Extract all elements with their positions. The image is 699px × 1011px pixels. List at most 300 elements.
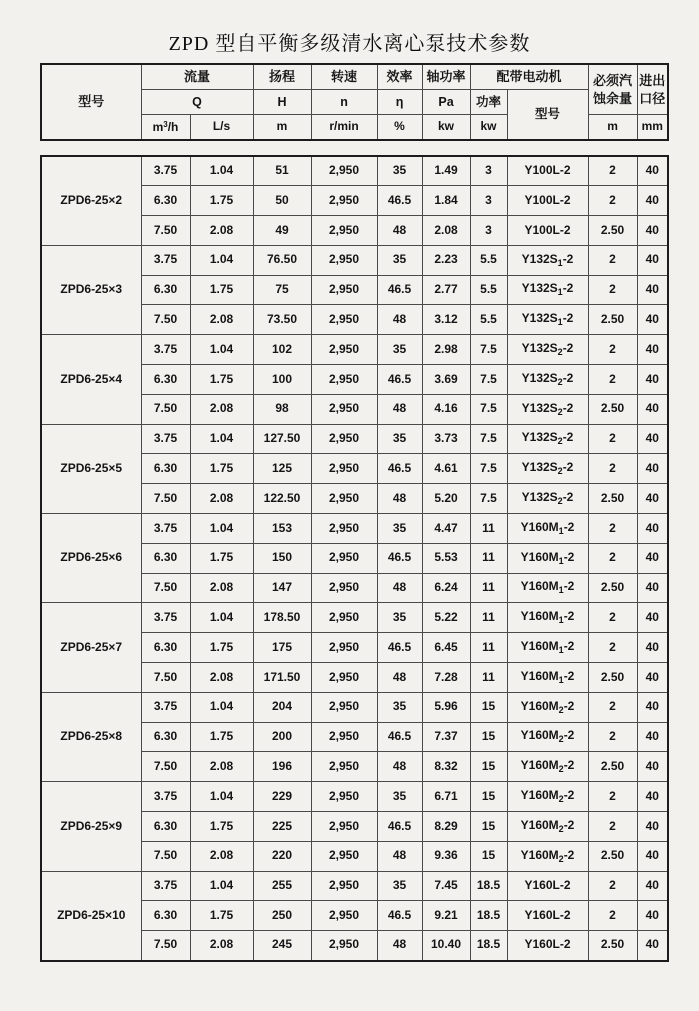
shaft-power-cell: 10.40 — [422, 931, 470, 961]
motor-power-cell: 5.5 — [470, 275, 507, 305]
flow-m3h-cell: 3.75 — [141, 335, 190, 365]
motor-power-cell: 11 — [470, 573, 507, 603]
header-unit-m3h: $m^3/h$ — [141, 115, 190, 141]
speed-cell: 2,950 — [311, 454, 377, 484]
parameters-header-table — [40, 63, 669, 141]
port-diameter-cell: 40 — [637, 931, 668, 961]
motor-model-cell: Y160L-2 — [507, 931, 588, 961]
npsh-cell: 2.50 — [588, 663, 637, 693]
header-shaft-symbol: Pa — [422, 90, 470, 115]
flow-ls-cell: 1.04 — [190, 156, 253, 186]
pump-model-cell: ZPD6-25×3 — [41, 245, 141, 334]
flow-ls-cell: 1.04 — [190, 424, 253, 454]
flow-ls-cell: 2.08 — [190, 573, 253, 603]
table-row — [41, 871, 668, 901]
motor-power-cell: 15 — [470, 841, 507, 871]
port-diameter-cell: 40 — [637, 454, 668, 484]
motor-power-cell: 15 — [470, 812, 507, 842]
efficiency-cell: 46.5 — [377, 454, 422, 484]
flow-m3h-cell: 3.75 — [141, 156, 190, 186]
table-row — [41, 692, 668, 722]
npsh-cell: 2 — [588, 543, 637, 573]
npsh-cell: 2 — [588, 275, 637, 305]
speed-cell: 2,950 — [311, 394, 377, 424]
speed-cell: 2,950 — [311, 514, 377, 544]
npsh-cell: 2 — [588, 514, 637, 544]
flow-ls-cell: 1.75 — [190, 275, 253, 305]
flow-m3h-cell: 3.75 — [141, 692, 190, 722]
port-diameter-cell: 40 — [637, 812, 668, 842]
shaft-power-cell: 2.08 — [422, 216, 470, 246]
flow-m3h-cell: 6.30 — [141, 543, 190, 573]
port-diameter-cell: 40 — [637, 275, 668, 305]
head-cell: 50 — [253, 186, 311, 216]
speed-cell: 2,950 — [311, 931, 377, 961]
header-unit-m: m — [253, 115, 311, 141]
port-diameter-cell: 40 — [637, 216, 668, 246]
npsh-cell: 2.50 — [588, 394, 637, 424]
motor-power-cell: 7.5 — [470, 365, 507, 395]
npsh-cell: 2 — [588, 633, 637, 663]
motor-power-cell: 11 — [470, 514, 507, 544]
npsh-cell: 2 — [588, 335, 637, 365]
header-efficiency: 效率 — [377, 64, 422, 90]
shaft-power-cell: 4.61 — [422, 454, 470, 484]
flow-ls-cell: 2.08 — [190, 305, 253, 335]
npsh-cell: 2 — [588, 603, 637, 633]
efficiency-cell: 35 — [377, 424, 422, 454]
motor-model-cell: $Y132S_2-2$ — [507, 424, 588, 454]
motor-power-cell: 18.5 — [470, 931, 507, 961]
head-cell: 255 — [253, 871, 311, 901]
head-cell: 225 — [253, 812, 311, 842]
pump-model-cell: ZPD6-25×8 — [41, 692, 141, 781]
efficiency-cell: 46.5 — [377, 812, 422, 842]
speed-cell: 2,950 — [311, 186, 377, 216]
head-cell: 98 — [253, 394, 311, 424]
npsh-cell: 2 — [588, 365, 637, 395]
port-diameter-cell: 40 — [637, 186, 668, 216]
efficiency-cell: 46.5 — [377, 275, 422, 305]
motor-power-cell: 7.5 — [470, 454, 507, 484]
port-diameter-cell: 40 — [637, 692, 668, 722]
npsh-cell: 2 — [588, 186, 637, 216]
head-cell: 122.50 — [253, 484, 311, 514]
page-title: ZPD 型自平衡多级清水离心泵技术参数 — [168, 33, 531, 55]
motor-model-cell: $Y160M_1-2$ — [507, 603, 588, 633]
motor-power-cell: 5.5 — [470, 245, 507, 275]
speed-cell: 2,950 — [311, 216, 377, 246]
efficiency-cell: 35 — [377, 335, 422, 365]
header-unit-rpm: r/min — [311, 115, 377, 141]
flow-m3h-cell: 6.30 — [141, 454, 190, 484]
port-diameter-cell: 40 — [637, 782, 668, 812]
motor-model-cell: $Y132S_2-2$ — [507, 454, 588, 484]
npsh-cell: 2.50 — [588, 573, 637, 603]
flow-ls-cell: 2.08 — [190, 841, 253, 871]
flow-m3h-cell: 7.50 — [141, 663, 190, 693]
npsh-cell: 2 — [588, 454, 637, 484]
header-shaft-power: 轴功率 — [422, 64, 470, 90]
npsh-cell: 2 — [588, 245, 637, 275]
pump-model-cell: ZPD6-25×10 — [41, 871, 141, 960]
shaft-power-cell: 3.69 — [422, 365, 470, 395]
head-cell: 250 — [253, 901, 311, 931]
motor-model-cell: Y160L-2 — [507, 901, 588, 931]
flow-m3h-cell: 7.50 — [141, 752, 190, 782]
head-cell: 150 — [253, 543, 311, 573]
head-cell: 125 — [253, 454, 311, 484]
table-row — [41, 335, 668, 365]
motor-power-cell: 7.5 — [470, 484, 507, 514]
efficiency-cell: 48 — [377, 752, 422, 782]
port-diameter-cell: 40 — [637, 484, 668, 514]
speed-cell: 2,950 — [311, 692, 377, 722]
header-speed-symbol: n — [311, 90, 377, 115]
npsh-cell: 2 — [588, 722, 637, 752]
shaft-power-cell: 1.49 — [422, 156, 470, 186]
flow-m3h-cell: 7.50 — [141, 484, 190, 514]
flow-ls-cell: 1.04 — [190, 245, 253, 275]
header-motor: 配带电动机 — [470, 64, 588, 90]
head-cell: 196 — [253, 752, 311, 782]
pump-model-cell: ZPD6-25×7 — [41, 603, 141, 692]
header-speed: 转速 — [311, 64, 377, 90]
header-row-labels — [41, 64, 668, 90]
head-cell: 127.50 — [253, 424, 311, 454]
speed-cell: 2,950 — [311, 573, 377, 603]
motor-power-cell: 15 — [470, 692, 507, 722]
head-cell: 229 — [253, 782, 311, 812]
motor-model-cell: Y100L-2 — [507, 186, 588, 216]
npsh-cell: 2 — [588, 871, 637, 901]
pump-model-cell: ZPD6-25×2 — [41, 156, 141, 245]
head-cell: 102 — [253, 335, 311, 365]
flow-m3h-cell: 3.75 — [141, 245, 190, 275]
table-row — [41, 603, 668, 633]
table-row — [41, 245, 668, 275]
flow-m3h-cell: 7.50 — [141, 305, 190, 335]
motor-power-cell: 3 — [470, 156, 507, 186]
motor-model-cell: $Y160M_2-2$ — [507, 722, 588, 752]
head-cell: 49 — [253, 216, 311, 246]
pump-model-cell: ZPD6-25×9 — [41, 782, 141, 871]
shaft-power-cell: 5.22 — [422, 603, 470, 633]
flow-ls-cell: 1.04 — [190, 603, 253, 633]
motor-model-cell: $Y132S_2-2$ — [507, 335, 588, 365]
head-cell: 76.50 — [253, 245, 311, 275]
port-diameter-cell: 40 — [637, 752, 668, 782]
pump-model-cell: ZPD6-25×6 — [41, 514, 141, 603]
motor-model-cell: $Y160M_1-2$ — [507, 543, 588, 573]
speed-cell: 2,950 — [311, 752, 377, 782]
flow-m3h-cell: 6.30 — [141, 186, 190, 216]
motor-model-cell: $Y160M_2-2$ — [507, 812, 588, 842]
header-unit-mm: mm — [637, 115, 668, 141]
shaft-power-cell: 2.77 — [422, 275, 470, 305]
head-cell: 204 — [253, 692, 311, 722]
motor-model-cell: $Y132S_1-2$ — [507, 245, 588, 275]
flow-m3h-cell: 7.50 — [141, 394, 190, 424]
motor-model-cell: $Y160M_1-2$ — [507, 514, 588, 544]
flow-ls-cell: 1.75 — [190, 812, 253, 842]
speed-cell: 2,950 — [311, 603, 377, 633]
speed-cell: 2,950 — [311, 245, 377, 275]
header-unit-percent: % — [377, 115, 422, 141]
port-diameter-cell: 40 — [637, 633, 668, 663]
pump-model-cell: ZPD6-25×5 — [41, 424, 141, 513]
port-diameter-cell: 40 — [637, 394, 668, 424]
header-port-line2: 口径 — [639, 90, 666, 106]
flow-m3h-cell: 7.50 — [141, 841, 190, 871]
speed-cell: 2,950 — [311, 484, 377, 514]
speed-cell: 2,950 — [311, 901, 377, 931]
head-cell: 75 — [253, 275, 311, 305]
motor-power-cell: 7.5 — [470, 335, 507, 365]
port-diameter-cell: 40 — [637, 871, 668, 901]
efficiency-cell: 35 — [377, 692, 422, 722]
speed-cell: 2,950 — [311, 871, 377, 901]
motor-model-cell: $Y132S_1-2$ — [507, 305, 588, 335]
shaft-power-cell: 7.28 — [422, 663, 470, 693]
flow-ls-cell: 1.75 — [190, 454, 253, 484]
flow-ls-cell: 2.08 — [190, 663, 253, 693]
pump-table-body — [41, 156, 668, 961]
head-cell: 100 — [253, 365, 311, 395]
speed-cell: 2,950 — [311, 335, 377, 365]
npsh-cell: 2.50 — [588, 931, 637, 961]
flow-ls-cell: 1.04 — [190, 514, 253, 544]
flow-ls-cell: 1.75 — [190, 186, 253, 216]
flow-ls-cell: 2.08 — [190, 752, 253, 782]
header-unit-ls: L/s — [190, 115, 253, 141]
flow-ls-cell: 1.04 — [190, 692, 253, 722]
head-cell: 220 — [253, 841, 311, 871]
head-cell: 245 — [253, 931, 311, 961]
head-cell: 73.50 — [253, 305, 311, 335]
flow-m3h-cell: 3.75 — [141, 871, 190, 901]
table-row — [41, 424, 668, 454]
shaft-power-cell: 9.36 — [422, 841, 470, 871]
head-cell: 147 — [253, 573, 311, 603]
table-container — [40, 63, 667, 962]
motor-model-cell: $Y132S_2-2$ — [507, 365, 588, 395]
header-flow-symbol: Q — [141, 90, 253, 115]
head-cell: 200 — [253, 722, 311, 752]
header-motor-power: 功率 — [470, 90, 507, 115]
shaft-power-cell: 8.29 — [422, 812, 470, 842]
efficiency-cell: 46.5 — [377, 901, 422, 931]
efficiency-cell: 35 — [377, 871, 422, 901]
table-row — [41, 156, 668, 186]
port-diameter-cell: 40 — [637, 603, 668, 633]
motor-model-cell: $Y160M_2-2$ — [507, 841, 588, 871]
motor-power-cell: 11 — [470, 603, 507, 633]
npsh-cell: 2.50 — [588, 216, 637, 246]
header-npsh — [588, 64, 637, 115]
parameters-body-table — [40, 155, 669, 962]
header-flow: 流量 — [141, 64, 253, 90]
motor-power-cell: 18.5 — [470, 901, 507, 931]
table-row — [41, 782, 668, 812]
motor-model-cell: $Y132S_2-2$ — [507, 394, 588, 424]
efficiency-cell: 46.5 — [377, 722, 422, 752]
motor-power-cell: 15 — [470, 752, 507, 782]
port-diameter-cell: 40 — [637, 663, 668, 693]
efficiency-cell: 48 — [377, 573, 422, 603]
speed-cell: 2,950 — [311, 633, 377, 663]
flow-ls-cell: 1.75 — [190, 365, 253, 395]
shaft-power-cell: 6.24 — [422, 573, 470, 603]
motor-model-cell: $Y132S_2-2$ — [507, 484, 588, 514]
motor-power-cell: 3 — [470, 186, 507, 216]
port-diameter-cell: 40 — [637, 335, 668, 365]
shaft-power-cell: 2.23 — [422, 245, 470, 275]
header-npsh-line2: 蚀余量 — [593, 90, 633, 106]
motor-power-cell: 11 — [470, 633, 507, 663]
speed-cell: 2,950 — [311, 543, 377, 573]
flow-m3h-cell: 6.30 — [141, 633, 190, 663]
efficiency-cell: 48 — [377, 663, 422, 693]
flow-m3h-cell: 7.50 — [141, 573, 190, 603]
flow-ls-cell: 1.04 — [190, 782, 253, 812]
shaft-power-cell: 5.53 — [422, 543, 470, 573]
flow-m3h-cell: 3.75 — [141, 782, 190, 812]
header-port-line1: 进出 — [639, 72, 666, 88]
shaft-power-cell: 6.71 — [422, 782, 470, 812]
pump-model-cell: ZPD6-25×4 — [41, 335, 141, 424]
shaft-power-cell: 5.20 — [422, 484, 470, 514]
shaft-power-cell: 4.47 — [422, 514, 470, 544]
header-port — [637, 64, 668, 115]
header-unit-npsh-m: m — [588, 115, 637, 141]
npsh-cell: 2 — [588, 692, 637, 722]
flow-m3h-cell: 3.75 — [141, 514, 190, 544]
speed-cell: 2,950 — [311, 365, 377, 395]
port-diameter-cell: 40 — [637, 245, 668, 275]
flow-ls-cell: 1.75 — [190, 633, 253, 663]
efficiency-cell: 35 — [377, 603, 422, 633]
efficiency-cell: 35 — [377, 245, 422, 275]
motor-power-cell: 5.5 — [470, 305, 507, 335]
npsh-cell: 2 — [588, 424, 637, 454]
port-diameter-cell: 40 — [637, 543, 668, 573]
header-motor-model: 型号 — [507, 90, 588, 141]
head-cell: 178.50 — [253, 603, 311, 633]
efficiency-cell: 35 — [377, 156, 422, 186]
motor-model-cell: $Y160M_2-2$ — [507, 752, 588, 782]
flow-m3h-cell: 6.30 — [141, 901, 190, 931]
port-diameter-cell: 40 — [637, 156, 668, 186]
flow-m3h-cell: 6.30 — [141, 275, 190, 305]
speed-cell: 2,950 — [311, 275, 377, 305]
port-diameter-cell: 40 — [637, 365, 668, 395]
head-cell: 175 — [253, 633, 311, 663]
flow-ls-cell: 1.75 — [190, 543, 253, 573]
header-unit-kw-motor: kw — [470, 115, 507, 141]
motor-model-cell: Y100L-2 — [507, 216, 588, 246]
head-cell: 153 — [253, 514, 311, 544]
header-unit-kw-shaft: kw — [422, 115, 470, 141]
port-diameter-cell: 40 — [637, 424, 668, 454]
npsh-cell: 2.50 — [588, 752, 637, 782]
motor-power-cell: 3 — [470, 216, 507, 246]
table-row — [41, 514, 668, 544]
shaft-power-cell: 2.98 — [422, 335, 470, 365]
motor-model-cell: $Y132S_1-2$ — [507, 275, 588, 305]
npsh-cell: 2 — [588, 812, 637, 842]
shaft-power-cell: 6.45 — [422, 633, 470, 663]
shaft-power-cell: 3.12 — [422, 305, 470, 335]
shaft-power-cell: 1.84 — [422, 186, 470, 216]
speed-cell: 2,950 — [311, 424, 377, 454]
efficiency-cell: 48 — [377, 305, 422, 335]
speed-cell: 2,950 — [311, 156, 377, 186]
port-diameter-cell: 40 — [637, 305, 668, 335]
flow-m3h-cell: 3.75 — [141, 424, 190, 454]
flow-ls-cell: 2.08 — [190, 931, 253, 961]
motor-power-cell: 11 — [470, 663, 507, 693]
port-diameter-cell: 40 — [637, 901, 668, 931]
speed-cell: 2,950 — [311, 841, 377, 871]
flow-ls-cell: 1.75 — [190, 901, 253, 931]
shaft-power-cell: 4.16 — [422, 394, 470, 424]
efficiency-cell: 46.5 — [377, 365, 422, 395]
header-head-symbol: H — [253, 90, 311, 115]
efficiency-cell: 48 — [377, 841, 422, 871]
speed-cell: 2,950 — [311, 782, 377, 812]
motor-power-cell: 15 — [470, 782, 507, 812]
port-diameter-cell: 40 — [637, 841, 668, 871]
npsh-cell: 2.50 — [588, 841, 637, 871]
efficiency-cell: 46.5 — [377, 186, 422, 216]
motor-model-cell: $Y160M_2-2$ — [507, 692, 588, 722]
header-efficiency-symbol: η — [377, 90, 422, 115]
speed-cell: 2,950 — [311, 812, 377, 842]
speed-cell: 2,950 — [311, 663, 377, 693]
npsh-cell: 2 — [588, 782, 637, 812]
flow-ls-cell: 2.08 — [190, 216, 253, 246]
shaft-power-cell: 3.73 — [422, 424, 470, 454]
shaft-power-cell: 8.32 — [422, 752, 470, 782]
head-cell: 51 — [253, 156, 311, 186]
shaft-power-cell: 7.45 — [422, 871, 470, 901]
head-cell: 171.50 — [253, 663, 311, 693]
flow-m3h-cell: 6.30 — [141, 812, 190, 842]
speed-cell: 2,950 — [311, 305, 377, 335]
shaft-power-cell: 5.96 — [422, 692, 470, 722]
efficiency-cell: 35 — [377, 782, 422, 812]
flow-ls-cell: 1.04 — [190, 335, 253, 365]
npsh-cell: 2 — [588, 156, 637, 186]
motor-model-cell: $Y160M_1-2$ — [507, 663, 588, 693]
efficiency-cell: 48 — [377, 394, 422, 424]
port-diameter-cell: 40 — [637, 514, 668, 544]
motor-model-cell: $Y160M_2-2$ — [507, 782, 588, 812]
efficiency-cell: 46.5 — [377, 543, 422, 573]
port-diameter-cell: 40 — [637, 722, 668, 752]
flow-m3h-cell: 7.50 — [141, 216, 190, 246]
motor-model-cell: $Y160M_1-2$ — [507, 573, 588, 603]
motor-power-cell: 7.5 — [470, 424, 507, 454]
flow-m3h-cell: 6.30 — [141, 722, 190, 752]
shaft-power-cell: 9.21 — [422, 901, 470, 931]
efficiency-cell: 48 — [377, 484, 422, 514]
flow-m3h-cell: 6.30 — [141, 365, 190, 395]
efficiency-cell: 35 — [377, 514, 422, 544]
motor-model-cell: Y100L-2 — [507, 156, 588, 186]
header-model: 型号 — [41, 64, 141, 140]
